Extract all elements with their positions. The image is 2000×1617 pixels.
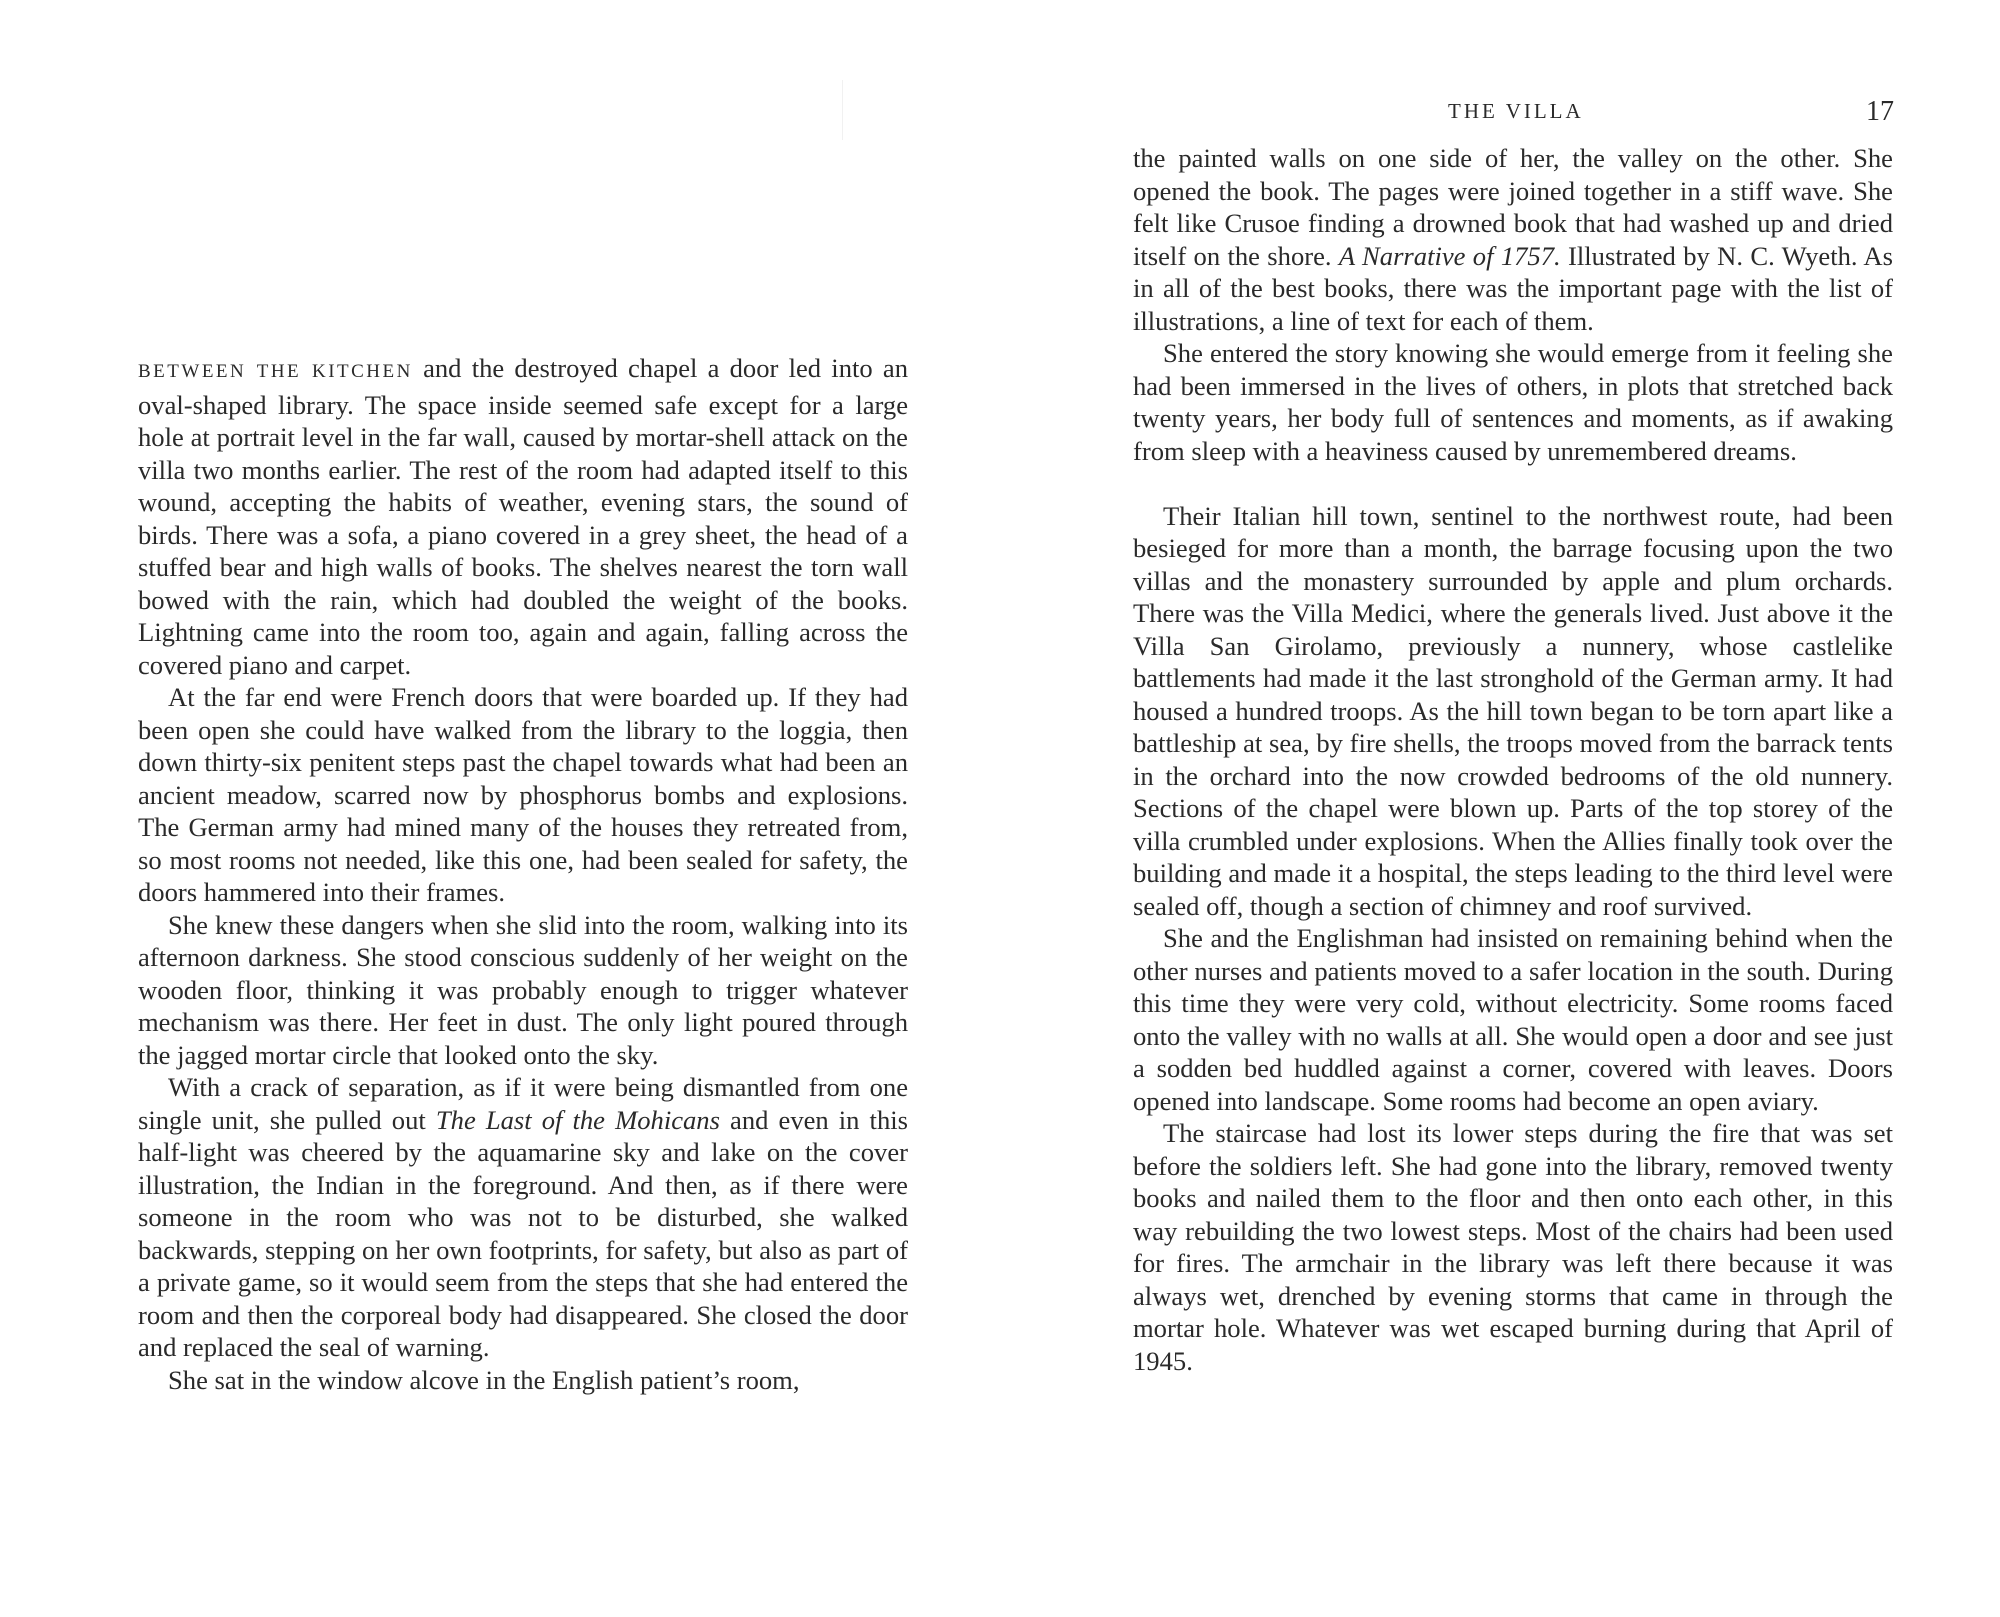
book-title-italic: The Last of the Mohicans xyxy=(435,1104,720,1135)
paragraph xyxy=(138,1071,908,1364)
paragraph: She knew these dangers when she slid into the room, walking into its afternoon darkness. She stood conscious suddenly of her weight on the wooden floor, thinking it was probably enough to trigger whatever mechanism was there. Her feet in dust. The only light poured through the jagged mortar circle that looked onto the sky. xyxy=(138,909,908,1070)
paragraph: She and the Englishman had insisted on remaining behind when the other nurses and patients moved to a safer location in the south. During this time they were very cold, without electricity. Some rooms faced onto the valley with no walls at all. She would open a door and see just a sodden bed huddled against a corner, covered with leaves. Doors opened into landscape. Some rooms had become an open aviary. xyxy=(1133,923,1893,1116)
paragraph: She entered the story knowing she would emerge from it feeling she had been immersed in the lives of others, in plots that stretched back twenty years, her body full of sentences and moments, as if awaking from sleep with a heaviness caused by unremembered dreams. xyxy=(1133,338,1893,466)
page-number: 17 xyxy=(1866,96,1894,127)
paragraph xyxy=(1133,142,1893,337)
book-title-italic: A Narrative of 1757. xyxy=(1338,240,1561,271)
paragraph-text: and the destroyed chapel a door led into an oval-shaped library. The space inside seemed safe except for a large hole at portrait level in the far wall, caused by mortar-shell attack on the villa two months earlier. The rest of the room had adapted itself to this wound, accepting the habits of weather, evening stars, the sound of birds. There was a sofa, a piano covered in a grey sheet, the head of a stuffed bear and high walls of books. The shelves nearest the torn wall bowed with the rain, which had doubled the weight of the books. Lightning came into the room too, again and again, falling across the covered piano and carpet. xyxy=(138,353,909,680)
paragraph xyxy=(138,352,908,681)
paragraph: The staircase had lost its lower steps during the fire that was set before the soldiers left. She had gone into the library, removed twenty books and nailed them to the floor and then onto each other, in this way rebuilding the two lowest steps. Most of the chairs had been used for fires. The armchair in the library was left there because it was always wet, drenched by evening storms that came in through the mortar hole. Whatever was wet escaped burning during that April of 1945. xyxy=(1133,1118,1893,1376)
paragraph: Their Italian hill town, sentinel to the northwest route, had been besieged for more than a month, the barrage focusing upon the two villas and the monastery surrounded by apple and plum orchards. There was the Villa Medici, where the generals lived. Just above it the Villa San Girolamo, previously a nunnery, whose castlelike battlements had made it the last stronghold of the German army. It had housed a hundred troops. As the hill town began to be torn apart like a battleship at sea, by fire shells, the troops moved from the barrack tents in the orchard into the now crowded bedrooms of the old nunnery. Sections of the chapel were blown up. Parts of the top storey of the villa crumbled under explosions. When the Allies finally took over the building and made it a hospital, the steps leading to the third level were sealed off, though a section of chimney and roof survived. xyxy=(1133,500,1893,921)
paragraph-text: With a crack of separation, as if it were being dismantled from one single unit, she pulled out xyxy=(138,1072,908,1135)
right-page-text xyxy=(1133,142,1893,1377)
paragraph: She sat in the window alcove in the English patient’s room, xyxy=(168,1364,800,1395)
paragraph-text: the painted walls on one side of her, the valley on the other. She opened the book. The pages were joined together in a stiff wave. She felt like Crusoe finding a drowned book that had washed up and dried itself on the shore. xyxy=(1133,143,1893,271)
paragraph-text: Illustrated by N. C. Wyeth. As in all of the best books, there was the important page with the list of illustrations, a line of text for each of them. xyxy=(1133,240,1893,336)
gutter-shadow xyxy=(842,80,843,140)
left-page-text xyxy=(138,352,908,1396)
paragraph-text: and even in this half-light was cheered by the aquamarine sky and lake on the cover illustration, the Indian in the foreground. And then, as if there were someone in the room who was not to be disturbed, she walked backwards, stepping on her own footprints, for safety, but also as part of a private game, so it would seem from the steps that she had entered the room and then the corporeal body had disappeared. She closed the door and replaced the seal of warning. xyxy=(138,1104,908,1362)
chapter-opening-smallcaps: BETWEEN THE KITCHEN xyxy=(138,361,413,382)
running-head: THE VILLA xyxy=(1448,99,1584,123)
paragraph: At the far end were French doors that were boarded up. If they had been open she could have walked from the library to the loggia, then down thirty-six penitent steps past the chapel towards what had been an ancient meadow, scarred now by phosphorus bombs and explosions. The German army had mined many of the houses they retreated from, so most rooms not needed, like this one, had been sealed for safety, the doors hammered into their frames. xyxy=(138,682,908,907)
